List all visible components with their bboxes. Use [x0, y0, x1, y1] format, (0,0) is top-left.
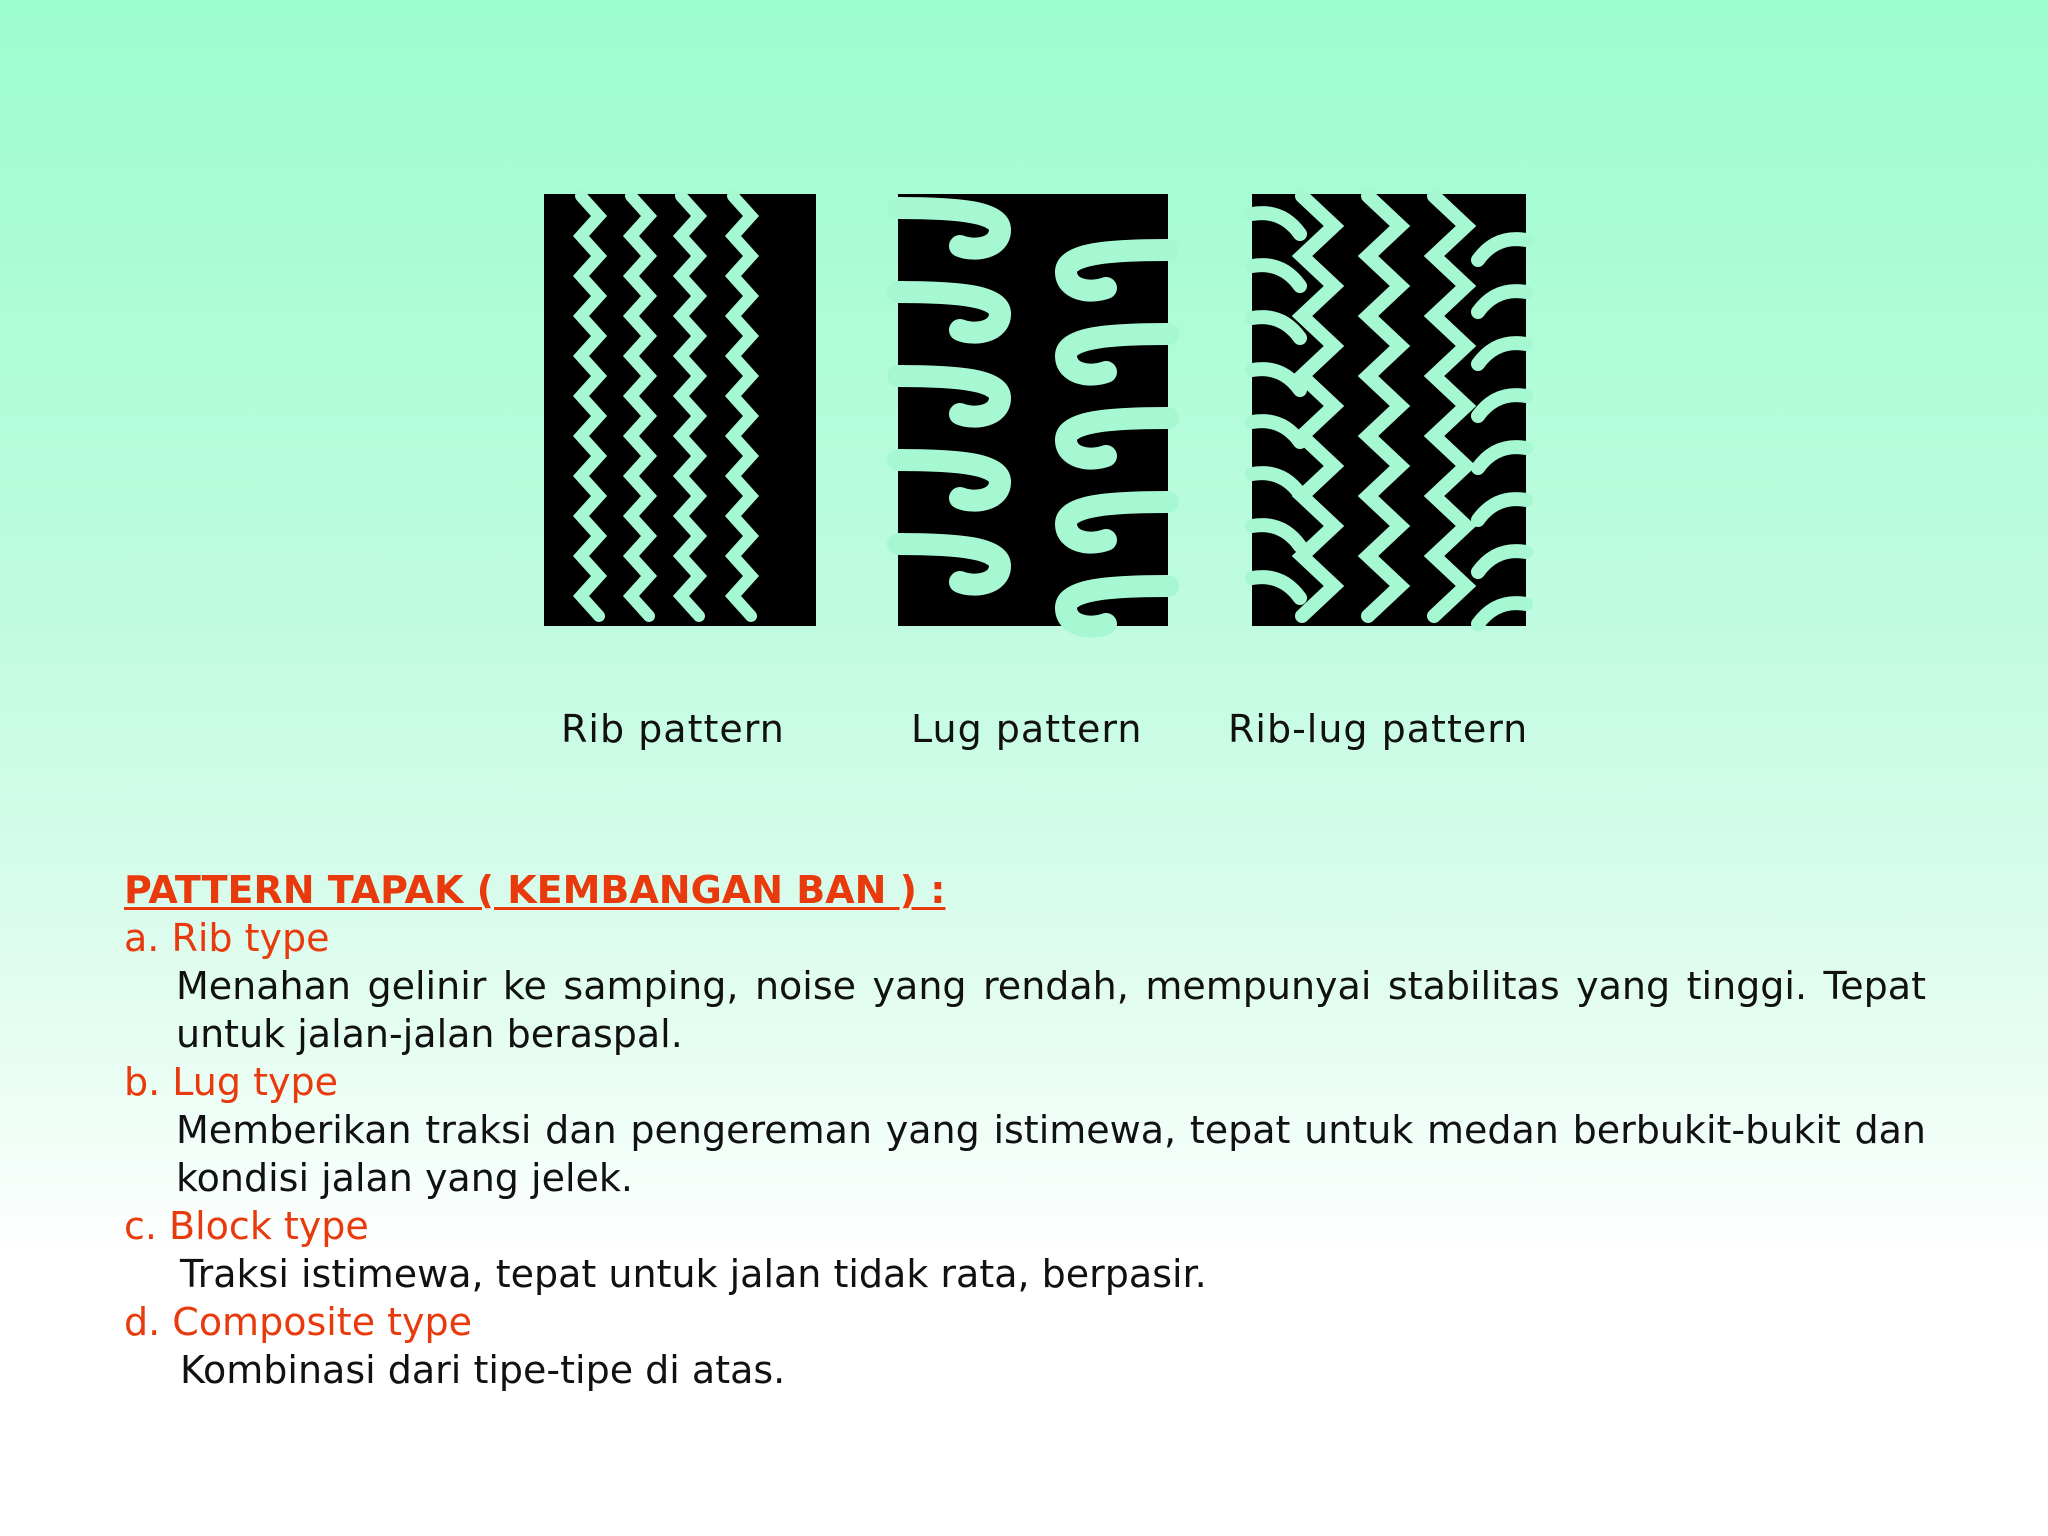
rib-lug-pattern-image [1252, 194, 1526, 626]
item-title-lug: b. Lug type [124, 1060, 338, 1104]
item-title-rib: a. Rib type [124, 916, 330, 960]
rib-pattern-image [544, 194, 816, 626]
rib-pattern-label: Rib pattern [561, 707, 785, 751]
item-desc-rib: Menahan gelinir ke samping, noise yang rendah, mempunyai stabilitas yang tinggi. Tepat untuk jalan-jalan beraspal. [176, 964, 1926, 1056]
item-title-block: c. Block type [124, 1204, 369, 1248]
item-desc-lug: Memberikan traksi dan pengereman yang istimewa, tepat untuk medan berbukit-bukit dan kondisi jalan yang jelek. [176, 1108, 1926, 1200]
tread-pattern-description [124, 866, 1924, 1394]
rib-lug-pattern-label: Rib-lug pattern [1228, 707, 1529, 751]
lug-pattern-image [898, 194, 1168, 627]
item-desc-composite: Kombinasi dari tipe-tipe di atas. [180, 1348, 786, 1392]
item-desc-block: Traksi istimewa, tepat untuk jalan tidak rata, berpasir. [180, 1252, 1207, 1296]
section-heading: PATTERN TAPAK ( KEMBANGAN BAN ) : [124, 868, 946, 912]
lug-pattern-label: Lug pattern [911, 707, 1143, 751]
item-title-composite: d. Composite type [124, 1300, 473, 1344]
